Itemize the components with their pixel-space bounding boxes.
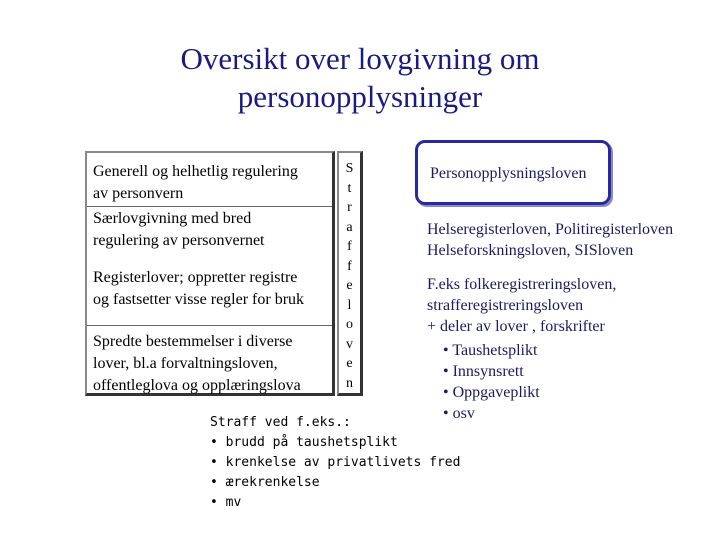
- list-item: • osv: [443, 405, 475, 422]
- title-line-2: personopplysninger: [237, 79, 483, 114]
- text-line: Helseforskningsloven, SISloven: [427, 242, 634, 259]
- list-item: • brudd på taushetsplikt: [210, 435, 398, 450]
- row-divider: [87, 206, 332, 207]
- vertical-letter: S: [345, 161, 354, 176]
- vertical-letter: a: [346, 219, 353, 235]
- text-line: strafferegistreringsloven: [427, 297, 584, 314]
- vertical-letter: f: [347, 258, 352, 274]
- vertical-letter: o: [346, 317, 353, 332]
- vertical-letter: e: [346, 278, 353, 293]
- title-line-1: Oversikt over lovgivning om: [180, 41, 540, 76]
- page-title: [0, 40, 720, 116]
- cell-line: Spredte bestemmelser i diverse: [93, 333, 293, 350]
- cell-line: Generell og helhetlig regulering: [93, 163, 298, 180]
- text-line: + deler av lover , forskrifter: [427, 318, 605, 335]
- cell-line: Registerlover; oppretter registre: [93, 269, 298, 286]
- vertical-letter: n: [346, 375, 353, 391]
- text-line: Helseregisterloven, Politiregisterloven: [427, 221, 674, 238]
- special-laws-text: [427, 219, 673, 261]
- row-divider: [87, 325, 332, 326]
- cell-line: offentleglova og opplæringslova: [93, 377, 301, 394]
- duties-bullet-list: [443, 340, 540, 424]
- list-item: • Oppgaveplikt: [443, 384, 540, 401]
- straffeloven-vertical-label: [339, 159, 360, 393]
- vertical-letter: r: [347, 200, 352, 215]
- cell-line: lover, bl.a forvaltningsloven,: [93, 355, 278, 372]
- cell-line: og fastsetter visse regler for bruk: [93, 291, 305, 308]
- straffeloven-vertical-box: [337, 151, 363, 396]
- vertical-letter: l: [347, 297, 352, 313]
- cell-line: av personvern: [93, 185, 184, 202]
- vertical-letter: v: [346, 336, 353, 352]
- cell-line: regulering av personvernet: [93, 232, 265, 249]
- scattered-provisions-cell: [93, 331, 301, 397]
- vertical-letter: t: [347, 180, 352, 196]
- cell-line: Særlovgivning med bred: [93, 210, 252, 227]
- register-laws-text: [427, 274, 616, 337]
- list-item: • mv: [210, 495, 242, 510]
- straff-heading: Straff ved f.eks.:: [210, 415, 351, 430]
- special-legislation-cell: [93, 208, 264, 252]
- list-item: • ærekrenkelse: [210, 475, 320, 490]
- vertical-letter: e: [346, 356, 353, 371]
- register-laws-cell: [93, 267, 304, 311]
- list-item: • krenkelse av privatlivets fred: [210, 455, 461, 470]
- straff-section: [210, 413, 460, 513]
- personopplysningsloven-box: [415, 140, 611, 205]
- list-item: • Taushetsplikt: [443, 342, 538, 359]
- list-item: • Innsynsrett: [443, 363, 524, 380]
- text-line: F.eks folkeregistreringsloven,: [427, 276, 617, 293]
- vertical-letter: f: [347, 239, 352, 254]
- personopplysningsloven-label: Personopplysningsloven: [430, 165, 587, 182]
- left-table: [85, 151, 335, 396]
- general-regulation-cell: [93, 161, 298, 205]
